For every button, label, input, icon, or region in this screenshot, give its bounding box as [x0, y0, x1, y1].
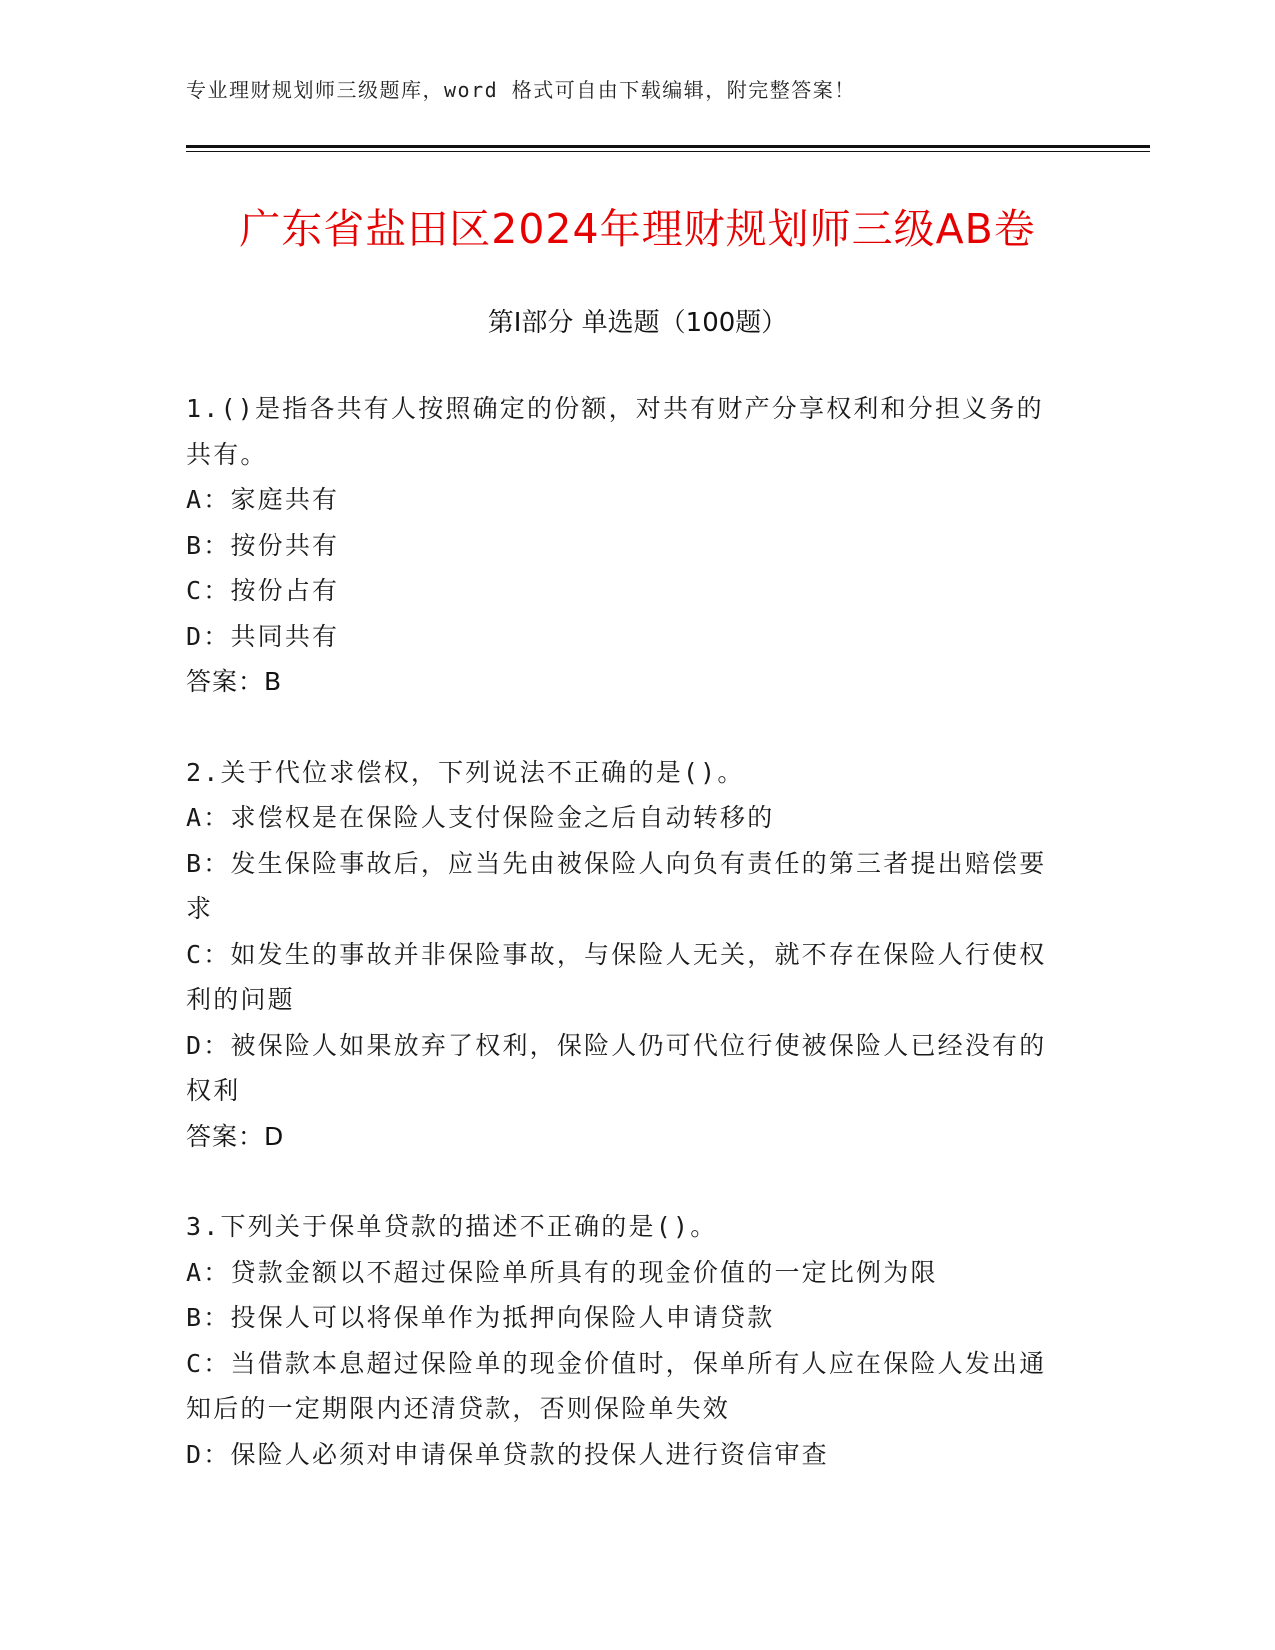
question-1 — [186, 386, 1066, 705]
header-note: 专业理财规划师三级题库，word 格式可自由下载编辑，附完整答案！ — [186, 78, 856, 102]
question-option-a: A：求偿权是在保险人支付保险金之后自动转移的 — [186, 803, 775, 832]
question-option-c: C：按份占有 — [186, 576, 340, 605]
question-2 — [186, 750, 1066, 1160]
question-answer: 答案：D — [186, 1121, 285, 1151]
section-title: 第I部分 单选题（100题） — [487, 308, 788, 338]
question-option-b: B：按份共有 — [186, 530, 340, 560]
header-rule-thin — [186, 151, 1150, 152]
question-option-c: C：如发生的事故并非保险事故，与保险人无关，就不存在保险人行使权利的问题 — [186, 939, 1047, 1014]
question-stem: 2.关于代位求偿权，下列说法不正确的是()。 — [186, 757, 745, 787]
document-title: 广东省盐田区2024年理财规划师三级AB卷 — [239, 205, 1036, 253]
question-option-a: A：家庭共有 — [186, 485, 340, 514]
question-3 — [186, 1204, 1066, 1477]
question-option-a: A：贷款金额以不超过保险单所具有的现金价值的一定比例为限 — [186, 1257, 938, 1287]
question-answer: 答案：B — [186, 667, 283, 696]
question-option-d: D：保险人必须对申请保单贷款的投保人进行资信审查 — [186, 1439, 829, 1469]
question-stem: 3.下列关于保单贷款的描述不正确的是()。 — [186, 1212, 718, 1241]
question-list — [186, 386, 1066, 1522]
header-rule-thick — [186, 145, 1150, 148]
question-option-d: D：被保险人如果放弃了权利，保险人仍可代位行使被保险人已经没有的权利 — [186, 1030, 1047, 1105]
question-stem: 1.()是指各共有人按照确定的份额，对共有财产分享权利和分担义务的共有。 — [186, 394, 1044, 469]
question-option-b: B：投保人可以将保单作为抵押向保险人申请贷款 — [186, 1303, 775, 1332]
question-option-b: B：发生保险事故后，应当先由被保险人向负有责任的第三者提出赔偿要求 — [186, 848, 1047, 923]
question-option-c: C：当借款本息超过保险单的现金价值时，保单所有人应在保险人发出通知后的一定期限内还清贷款，否则保险单失效 — [186, 1348, 1047, 1423]
question-option-d: D：共同共有 — [186, 621, 340, 651]
